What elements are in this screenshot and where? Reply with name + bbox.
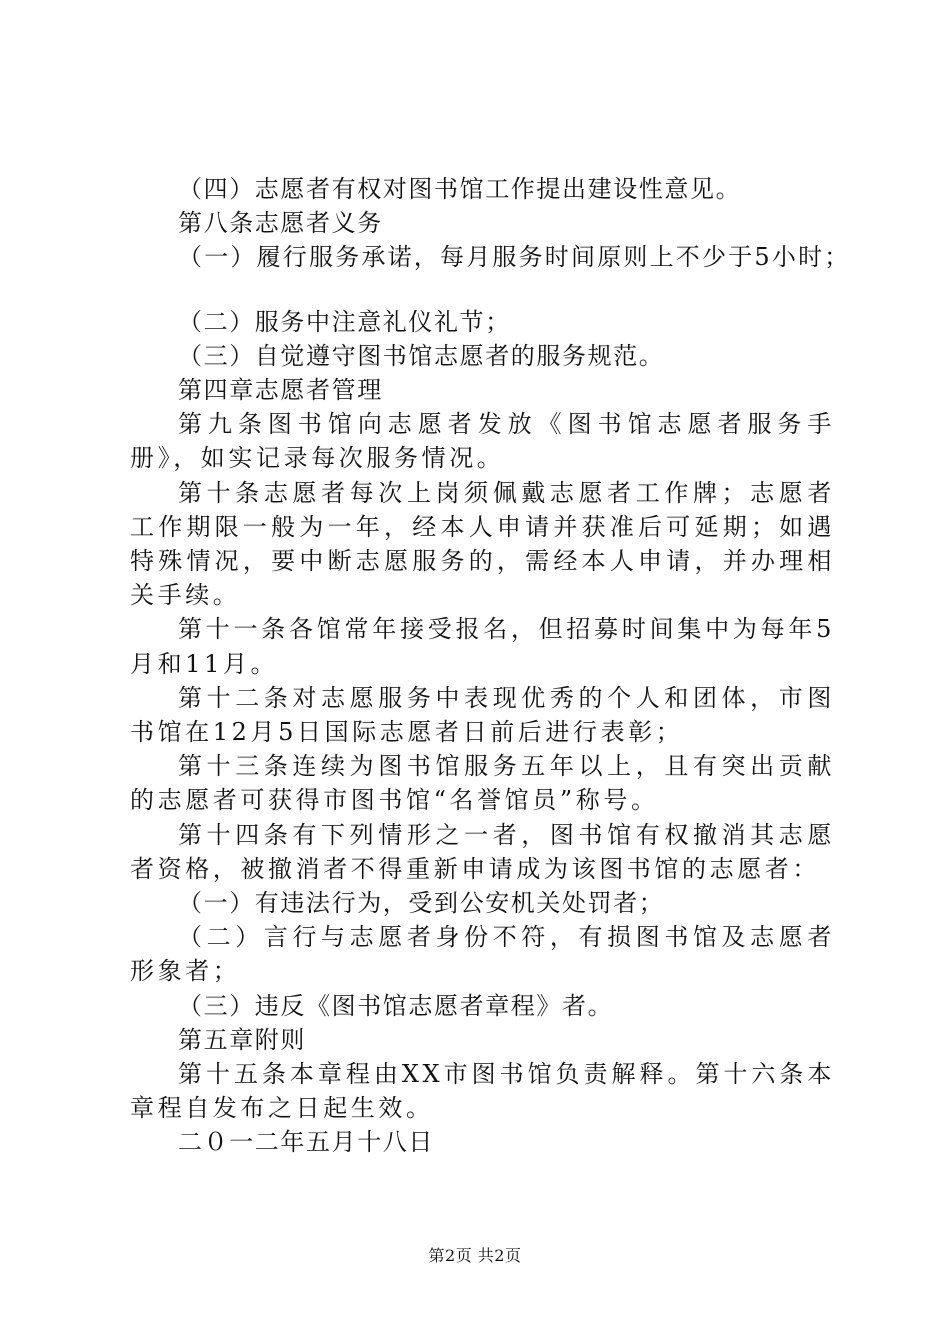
clause-item-1: （一）履行服务承诺，每月服务时间原则上不少于5小时； <box>178 243 851 272</box>
revocation-item-3: （三）违反《图书馆志愿者章程》者。 <box>178 991 614 1020</box>
clause-item-3: （三）自觉遵守图书馆志愿者的服务规范。 <box>178 341 665 370</box>
chapter-5-heading: 第五章附则 <box>178 1025 306 1054</box>
revocation-item-2: （二）言行与志愿者身份不符，有损图书馆及志愿者形象者； <box>130 923 835 986</box>
article-9-paragraph: 第九条图书馆向志愿者发放《图书馆志愿者服务手册》，如实记录每次服务情况。 <box>130 410 835 473</box>
article-10-paragraph: 第十条志愿者每次上岗须佩戴志愿者工作牌；志愿者工作期限一般为一年，经本人申请并获准后可延期；如遇特殊情况，要中断志愿服务的，需经本人申请，并办理相关手续。 <box>130 478 835 610</box>
blank-gap <box>130 275 835 305</box>
article-8-heading: 第八条志愿者义务 <box>178 209 383 238</box>
page-number-footer: 第2页 共2页 <box>428 1246 522 1265</box>
article-14-paragraph: 第十四条有下列情形之一者，图书馆有权撤消其志愿者资格，被撤消者不得重新申请成为该图书馆的志愿者： <box>130 820 835 883</box>
article-12-paragraph: 第十二条对志愿服务中表现优秀的个人和团体，市图书馆在12月5日国际志愿者日前后进行表彰； <box>130 683 835 747</box>
article-15-16-paragraph: 第十五条本章程由XX市图书馆负责解释。第十六条本章程自发布之日起生效。 <box>130 1060 835 1123</box>
clause-item-2: （二）服务中注意礼仪礼节； <box>178 307 511 336</box>
revocation-item-1: （一）有违法行为，受到公安机关处罚者； <box>178 889 665 918</box>
article-13-paragraph: 第十三条连续为图书馆服务五年以上，且有突出贡献的志愿者可获得市图书馆“名誉馆员”称号。 <box>130 752 835 815</box>
document-body <box>130 172 851 1160</box>
document-date: 二０一二年五月十八日 <box>178 1128 434 1157</box>
chapter-4-heading: 第四章志愿者管理 <box>178 376 383 405</box>
article-11-paragraph: 第十一条各馆常年接受报名，但招募时间集中为每年5月和11月。 <box>130 615 835 678</box>
clause-item-4: （四）志愿者有权对图书馆工作提出建设性意见。 <box>178 175 742 203</box>
